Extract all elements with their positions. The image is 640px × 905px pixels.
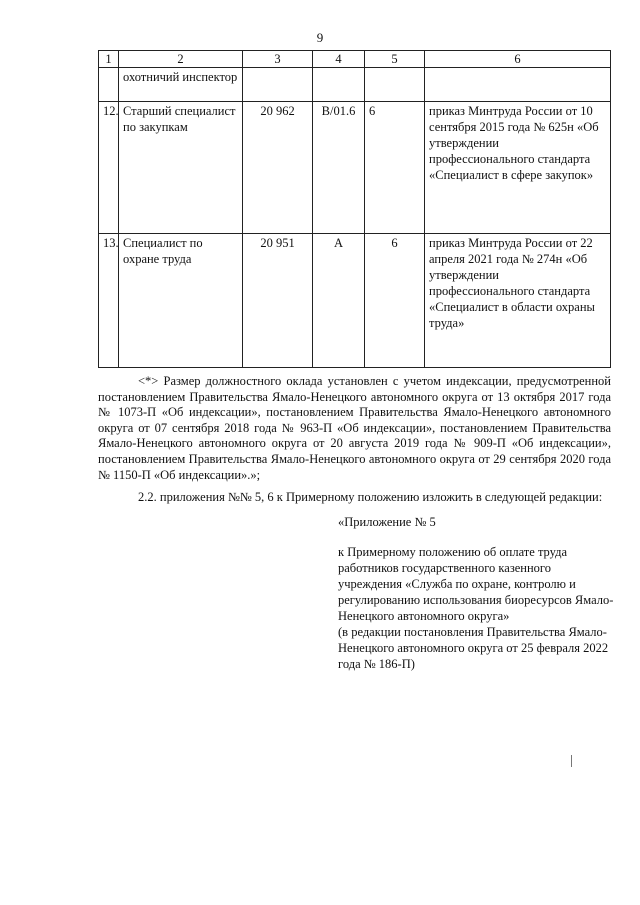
footnote-paragraph: <*> Размер должностного оклада установлен с учетом индексации, предусмотренной постановлением Правительства Ямало-Ненецкого автономного округа от 13 октября 2017 года № 1073-П «Об индексации», постановлением Правительства Ямало-Ненецкого автономного округа от 07 сентября 2018 года № 963-П «Об индексации», постановлением Правительства Ямало-Ненецкого автономного округа от 20 августа 2019 года № 909-П «Об индексации», постановлением Правительства Ямало-Ненецкого автономного округа от 29 сентября 2020 года № 1150-П «Об индексации».»; — [98, 374, 611, 482]
appendix-edition-note: (в редакции постановления Правительства Ямало-Ненецкого автономного округа от 25 февраля 2022 года № 186-П) — [338, 625, 609, 671]
page-number: 9 — [316, 30, 324, 45]
salary-value — [243, 68, 313, 102]
position-name: охотничий инспектор — [119, 68, 243, 102]
level-code: А — [313, 234, 365, 368]
header-cell: 2 — [119, 51, 243, 68]
table-row — [99, 234, 611, 368]
header-cell: 6 — [425, 51, 611, 68]
row-number: 12. — [99, 102, 119, 234]
qualification-level: 6 — [365, 234, 425, 368]
header-cell: 4 — [313, 51, 365, 68]
level-code: В/01.6 — [313, 102, 365, 234]
appendix-title: «Приложение № 5 — [338, 515, 436, 529]
table-row — [99, 68, 611, 102]
table-header-row — [99, 51, 611, 68]
appendix-heading-block — [338, 514, 618, 672]
legal-basis: приказ Минтруда России от 10 сентября 2015 года № 625н «Об утверждении профессионального стандарта «Специалист в сфере закупок» — [425, 102, 611, 234]
row-number: 13. — [99, 234, 119, 368]
qualification-level: 6 — [365, 102, 425, 234]
margin-mark — [571, 755, 572, 767]
level-code — [313, 68, 365, 102]
legal-basis: приказ Минтруда России от 22 апреля 2021 года № 274н «Об утверждении профессионального стандарта «Специалист в области охраны труда» — [425, 234, 611, 368]
positions-table — [98, 50, 611, 368]
salary-value: 20 951 — [243, 234, 313, 368]
row-number — [99, 68, 119, 102]
qualification-level — [365, 68, 425, 102]
header-cell: 1 — [99, 51, 119, 68]
position-name: Специалист по охране труда — [119, 234, 243, 368]
salary-value: 20 962 — [243, 102, 313, 234]
position-name: Старший специалист по закупкам — [119, 102, 243, 234]
header-cell: 5 — [365, 51, 425, 68]
clause-paragraph: 2.2. приложения №№ 5, 6 к Примерному положению изложить в следующей редакции: — [138, 490, 603, 504]
appendix-body: к Примерному положению об оплате труда работников государственного казенного учреждения «Служба по охране, контролю и регулированию использования биоресурсов Ямало-Ненецкого автономного округа» — [338, 545, 614, 623]
header-cell: 3 — [243, 51, 313, 68]
table-row — [99, 102, 611, 234]
legal-basis — [425, 68, 611, 102]
